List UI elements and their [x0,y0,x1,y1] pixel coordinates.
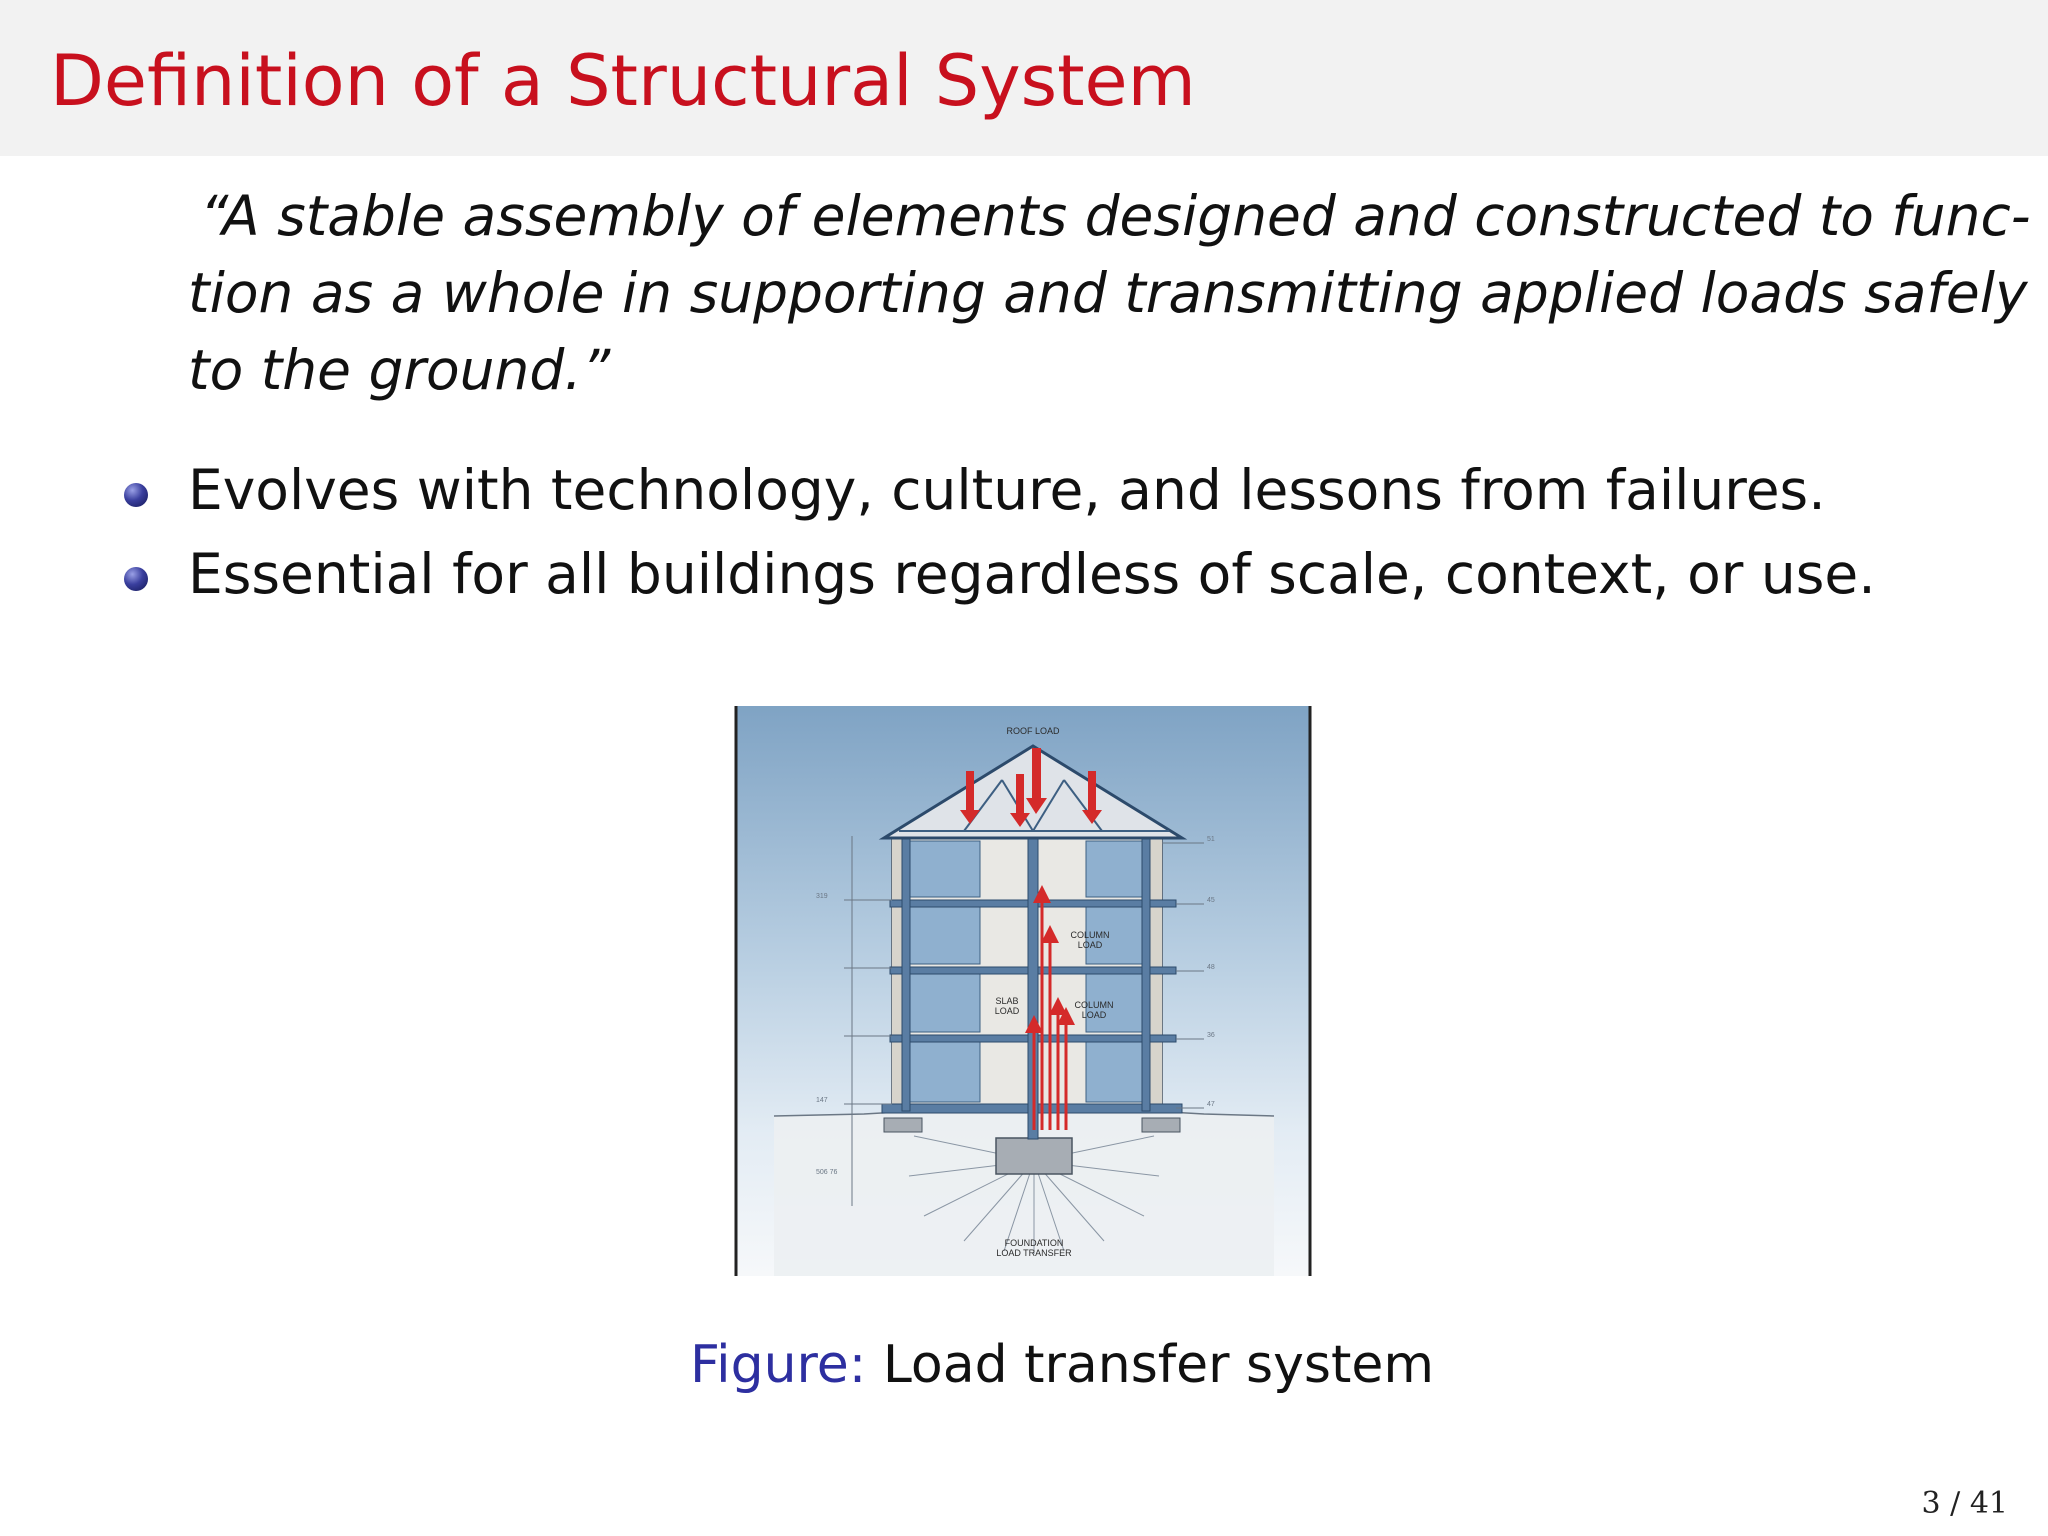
caption-prefix: Figure: [690,1335,867,1395]
dimension-label: 36 [1207,1032,1215,1039]
foundation-label: LOAD TRANSFER [996,1248,1072,1258]
caption-text: Load transfer system [882,1335,1434,1395]
slab-load-label: LOAD [994,1006,1020,1016]
figure-caption [690,1330,1434,1400]
bullet-dot-icon [124,483,148,507]
bullet-dot-icon [124,567,148,591]
foundation-label: FOUNDATION [1004,1238,1064,1248]
definition-quote [188,178,2031,409]
roof-load-label: ROOF LOAD [1006,726,1060,736]
quote-line-1: “A stable assembly of elements designed and constructed to func- [200,184,2031,248]
page-number: 3 / 41 [1921,1486,2008,1521]
dimension-label: 319 [816,893,828,900]
dimension-label: 47 [1207,1101,1215,1108]
column-load-label-lower: LOAD [1081,1010,1107,1020]
dimension-label: 48 [1207,964,1215,971]
column-load-label-upper: LOAD [1077,940,1103,950]
quote-line-2: tion as a whole in supporting and transmitting applied loads safely [188,261,2028,325]
bullet-text: Evolves with technology, culture, and lessons from failures. [188,458,1826,522]
bullet-text: Essential for all buildings regardless of scale, context, or use. [188,542,1876,606]
slab-load-label: SLAB [995,996,1019,1006]
central-footing [996,1138,1072,1174]
building-section-drawing [734,706,1312,1276]
slide-title: Definition of a Structural System [50,40,1196,122]
column-load-label-lower: COLUMN [1074,1000,1114,1010]
dimension-label: 45 [1207,897,1215,904]
title-bar [0,0,2048,156]
dimension-label: 147 [816,1097,828,1104]
dimension-label: 51 [1207,836,1215,843]
quote-line-3: to the ground.” [188,338,611,402]
dimension-label: 506 76 [816,1169,838,1176]
load-transfer-figure [734,706,1312,1276]
column-load-label-upper: COLUMN [1070,930,1110,940]
